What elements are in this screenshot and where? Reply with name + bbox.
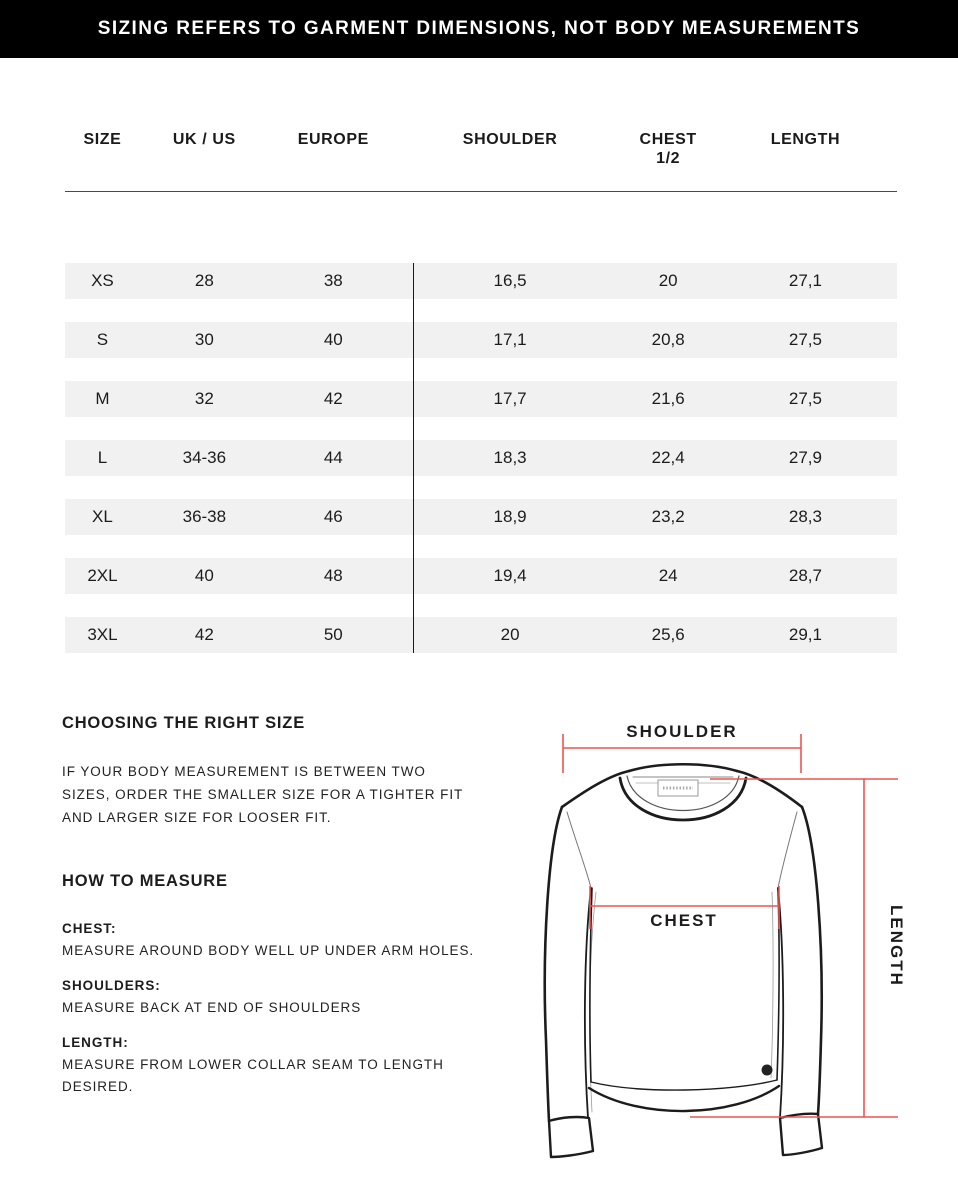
cell-size: 3XL	[87, 625, 118, 644]
measure-item-text: MEASURE FROM LOWER COLLAR SEAM TO LENGTH	[62, 1057, 444, 1072]
how-to-measure-heading: HOW TO MEASURE	[62, 872, 228, 890]
cell-shoulder: 17,7	[493, 389, 527, 408]
paragraph-line: IF YOUR BODY MEASUREMENT IS BETWEEN TWO	[62, 764, 426, 779]
cell-length: 28,3	[788, 507, 822, 526]
column-header-chest-line2: 1/2	[656, 150, 681, 167]
column-header-shoulder: SHOULDER	[462, 131, 558, 148]
measure-item-text: DESIRED.	[62, 1079, 134, 1094]
cell-shoulder: 16,5	[493, 271, 527, 290]
paragraph-line: AND LARGER SIZE FOR LOOSER FIT.	[62, 810, 332, 825]
cell-uk-us: 40	[194, 566, 214, 585]
measure-item-label: SHOULDERS:	[62, 978, 161, 993]
cell-chest: 21,6	[651, 389, 685, 408]
table-row-2xl	[65, 558, 897, 594]
header-divider-line	[65, 191, 897, 192]
cell-size: XS	[91, 271, 114, 290]
column-header-length: LENGTH	[770, 131, 841, 148]
cell-uk-us: 28	[194, 271, 214, 290]
column-header-uk-us: UK / US	[172, 131, 236, 148]
cell-shoulder: 18,3	[493, 448, 527, 467]
cell-length: 27,5	[788, 389, 822, 408]
cell-size: XL	[92, 507, 113, 526]
cell-shoulder: 20	[500, 625, 520, 644]
measure-item-shoulders	[62, 975, 522, 1019]
cell-shoulder: 17,1	[493, 330, 527, 349]
cell-europe: 48	[323, 566, 343, 585]
banner-text: SIZING REFERS TO GARMENT DIMENSIONS, NOT BODY MEASUREMENTS	[97, 18, 861, 39]
cell-length: 28,7	[788, 566, 822, 585]
measure-item-label: CHEST:	[62, 921, 117, 936]
hem-logo-dot	[762, 1065, 773, 1076]
cell-chest: 20,8	[651, 330, 685, 349]
cell-uk-us: 30	[194, 330, 214, 349]
top-banner	[0, 0, 958, 58]
cell-shoulder: 19,4	[493, 566, 527, 585]
column-header-chest-line1: CHEST	[639, 131, 697, 148]
cell-size: L	[97, 448, 108, 467]
measure-item-chest	[62, 918, 522, 962]
chest-label: CHEST	[650, 911, 718, 930]
paragraph-line: SIZES, ORDER THE SMALLER SIZE FOR A TIGHTER FIT	[62, 787, 464, 802]
info-column	[62, 714, 522, 1111]
table-row-3xl	[65, 617, 897, 653]
table-column-divider	[413, 263, 414, 653]
cell-europe: 40	[323, 330, 343, 349]
cell-chest: 24	[658, 566, 678, 585]
table-row-m	[65, 381, 897, 417]
table-row-s	[65, 322, 897, 358]
cell-length: 27,9	[788, 448, 822, 467]
shoulder-label: SHOULDER	[626, 722, 738, 741]
cell-chest: 22,4	[651, 448, 685, 467]
cell-length: 27,1	[788, 271, 822, 290]
cell-europe: 38	[323, 271, 343, 290]
cell-chest: 20	[658, 271, 678, 290]
measure-item-text: MEASURE AROUND BODY WELL UP UNDER ARM HOLES.	[62, 943, 475, 958]
choosing-size-paragraph	[62, 760, 522, 829]
garment-diagram	[520, 700, 958, 1170]
cell-uk-us: 34-36	[182, 448, 227, 467]
cell-chest: 23,2	[651, 507, 685, 526]
table-row-xl	[65, 499, 897, 535]
cell-europe: 46	[323, 507, 343, 526]
cell-uk-us: 42	[194, 625, 214, 644]
measure-item-text: MEASURE BACK AT END OF SHOULDERS	[62, 1000, 362, 1015]
table-row-xs	[65, 263, 897, 299]
length-measure-line	[690, 779, 898, 1117]
collar-brand-label	[658, 780, 698, 796]
cell-size: S	[96, 330, 109, 349]
size-table-body	[65, 263, 897, 676]
column-header-size: SIZE	[83, 131, 122, 148]
measure-item-label: LENGTH:	[62, 1035, 129, 1050]
size-table-header	[65, 130, 897, 168]
cell-shoulder: 18,9	[493, 507, 527, 526]
table-row-l	[65, 440, 897, 476]
column-header-chest	[622, 130, 714, 168]
sweatshirt-outline	[545, 764, 822, 1157]
cell-size: M	[95, 389, 110, 408]
cell-europe: 44	[323, 448, 343, 467]
cell-uk-us: 32	[194, 389, 214, 408]
cell-europe: 50	[323, 625, 343, 644]
cell-europe: 42	[323, 389, 343, 408]
cell-chest: 25,6	[651, 625, 685, 644]
cell-length: 29,1	[788, 625, 822, 644]
length-label: LENGTH	[887, 905, 906, 987]
cell-length: 27,5	[788, 330, 822, 349]
column-header-europe: EUROPE	[297, 131, 369, 148]
cell-uk-us: 36-38	[182, 507, 227, 526]
choosing-size-heading: CHOOSING THE RIGHT SIZE	[62, 714, 305, 732]
measure-item-length	[62, 1032, 522, 1098]
how-to-measure-list	[62, 918, 522, 1098]
cell-size: 2XL	[87, 566, 118, 585]
